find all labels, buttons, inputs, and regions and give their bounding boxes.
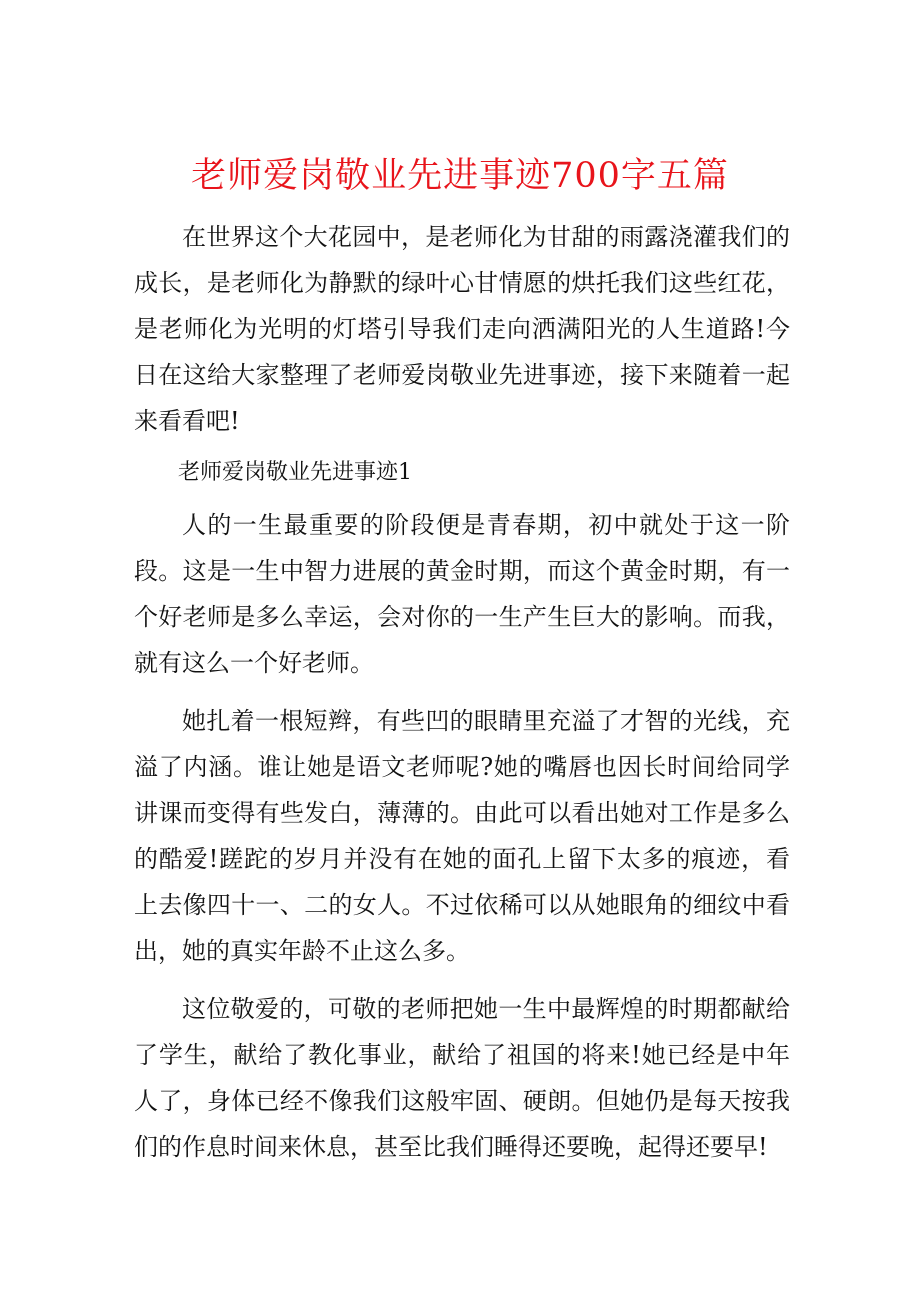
document-title: 老师爱岗敬业先进事迹700字五篇 [191, 156, 729, 196]
body-paragraph-3: 这位敬爱的，可敬的老师把她一生中最辉煌的时期都献给了学生，献给了教化事业，献给了祖国的将来!她已经是中年人了，身体已经不像我们这般牢固、硬朗。但她仍是每天按我们的作息时间来休息，甚至比我们睡得还要晚，起得还要早! [134, 995, 790, 1161]
spacer [134, 974, 790, 986]
section-heading: 老师爱岗敬业先进事迹1 [178, 460, 412, 485]
intro-paragraph: 在世界这个大花园中，是老师化为甘甜的雨露浇灌我们的成长，是老师化为静默的绿叶心甘情愿的烘托我们这些红花，是老师化为光明的灯塔引导我们走向洒满阳光的人生道路!今日在这给大家整理了老师爱岗敬业先进事迹，接下来随着一起来看看吧! [134, 223, 790, 435]
body-paragraph-2: 她扎着一根短辫，有些凹的眼睛里充溢了才智的光线，充溢了内涵。谁让她是语文老师呢?她的嘴唇也因长时间给同学讲课而变得有些发白，薄薄的。由此可以看出她对工作是多么的酷爱!蹉跎的岁月并没有在她的面孔上留下太多的痕迹，看上去像四十一、二的女人。不过依稀可以从她眼角的细纹中看出，她的真实年龄不止这么多。 [134, 707, 790, 965]
document-body [134, 214, 790, 1170]
body-paragraph-1: 人的一生最重要的阶段便是青春期，初中就处于这一阶段。这是一生中智力进展的黄金时期，而这个黄金时期，有一个好老师是多么幸运，会对你的一生产生巨大的影响。而我，就有这么一个好老师。 [134, 511, 790, 677]
spacer [134, 686, 790, 698]
